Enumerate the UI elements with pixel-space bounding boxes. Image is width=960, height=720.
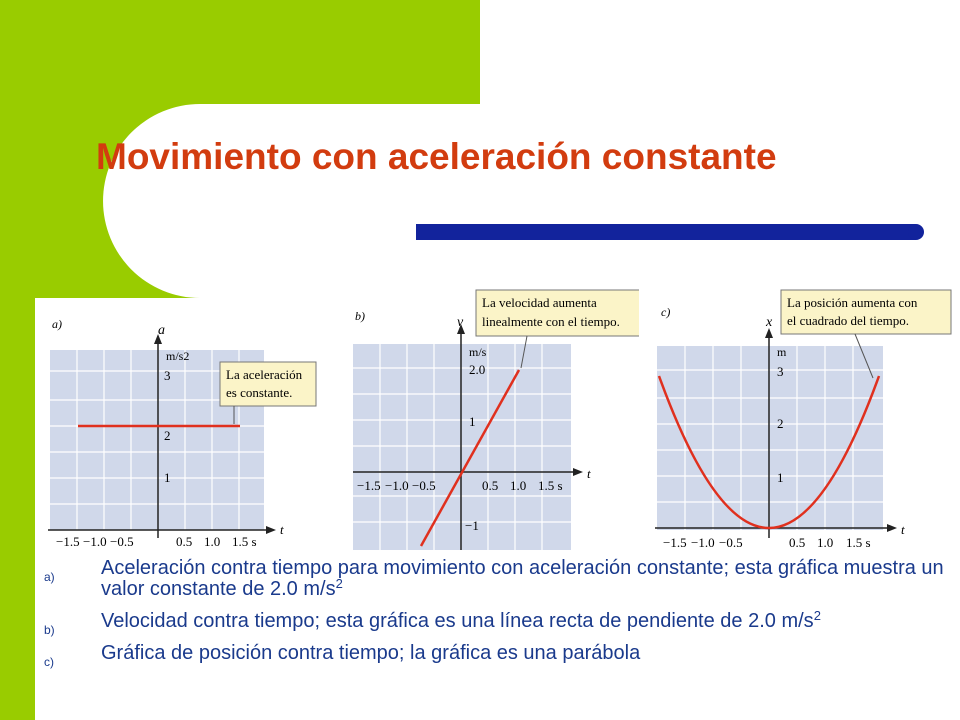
caption-text: Gráfica de posición contra tiempo; la gráfica es una parábola: [101, 642, 641, 664]
x-axis-label: t: [280, 522, 284, 537]
caption-item: [44, 642, 944, 669]
title-underline-cap: [908, 224, 924, 240]
y-tick-label: −1: [465, 518, 479, 533]
caption-item: [44, 558, 944, 600]
x-tick-label: 0.5: [482, 478, 499, 493]
green-left-strip: [0, 300, 35, 720]
y-tick-label: 3: [777, 364, 784, 379]
slide-title: Movimiento con aceleración constante: [96, 136, 777, 177]
caption-superscript: 2: [335, 576, 343, 591]
y-axis-unit: m: [777, 345, 787, 359]
caption-list: [44, 558, 944, 675]
chart-acceleration: [48, 312, 328, 552]
y-tick-label: 3: [164, 368, 171, 383]
annotation-line-1: La posición aumenta con: [787, 295, 918, 310]
x-tick-label: 1.0: [204, 534, 221, 549]
y-tick-label: 1: [164, 470, 171, 485]
caption-text: Velocidad contra tiempo; esta gráfica es una línea recta de pendiente de 2.0 m/s: [101, 610, 814, 632]
x-tick-label: −0.5: [412, 478, 436, 493]
caption-label: a): [44, 570, 55, 584]
white-rounded-panel: [103, 104, 960, 298]
chart-velocity: [349, 288, 639, 550]
x-tick-labels: [663, 535, 871, 550]
y-axis-label: a: [158, 323, 165, 338]
annotation-line-1: La velocidad aumenta: [482, 295, 597, 310]
caption-item: [44, 608, 944, 637]
plot-background: [353, 344, 571, 550]
annotation-box: [220, 362, 316, 424]
x-tick-label: 0.5: [789, 535, 806, 550]
caption-superscript: 2: [813, 608, 821, 623]
annotation-line-2: linealmente con el tiempo.: [482, 314, 620, 329]
annotation-line-2: el cuadrado del tiempo.: [787, 313, 910, 328]
panel-label: a): [52, 317, 62, 331]
x-tick-label: −1.0: [691, 535, 715, 550]
y-axis-unit: m/s2: [166, 349, 190, 363]
y-tick-label: 2: [164, 428, 171, 443]
caption-text: Aceleración contra tiempo para movimiento con aceleración constante; esta gráfica muestra un valor constante de 2.0 m/s: [101, 557, 944, 600]
y-axis-label: x: [766, 315, 773, 330]
x-tick-label: −1.0: [385, 478, 409, 493]
panel-label: b): [355, 309, 365, 323]
x-tick-label: −1.5: [357, 478, 381, 493]
title-underline-bar: [416, 224, 916, 240]
y-axis-label: v: [457, 315, 464, 330]
x-axis-label: t: [901, 522, 905, 537]
x-tick-label: −0.5: [719, 535, 743, 550]
chart-position: [655, 288, 955, 550]
x-tick-label: 1.0: [510, 478, 527, 493]
x-tick-labels: [56, 534, 257, 549]
x-tick-label: −1.5: [56, 534, 80, 549]
x-tick-label: 1.5 s: [538, 478, 563, 493]
x-tick-label: 1.5 s: [232, 534, 257, 549]
y-tick-label: 2.0: [469, 362, 486, 377]
y-tick-label: 1: [469, 414, 476, 429]
y-tick-label: 2: [777, 416, 784, 431]
x-tick-label: 1.5 s: [846, 535, 871, 550]
x-tick-label: −1.5: [663, 535, 687, 550]
annotation-line-1: La aceleración: [226, 367, 303, 382]
caption-label: c): [44, 655, 54, 669]
x-axis-arrow: [266, 526, 276, 534]
y-tick-label: 1: [777, 470, 784, 485]
panel-label: c): [661, 305, 671, 319]
x-tick-label: 0.5: [176, 534, 193, 549]
annotation-line-2: es constante.: [226, 385, 293, 400]
caption-label: b): [44, 623, 55, 637]
x-tick-label: 1.0: [817, 535, 834, 550]
y-axis-unit: m/s: [469, 345, 487, 359]
x-axis-label: t: [587, 466, 591, 481]
x-axis-arrow: [887, 524, 897, 532]
x-tick-label: −1.0: [83, 534, 107, 549]
x-tick-label: −0.5: [110, 534, 134, 549]
x-axis-arrow: [573, 468, 583, 476]
